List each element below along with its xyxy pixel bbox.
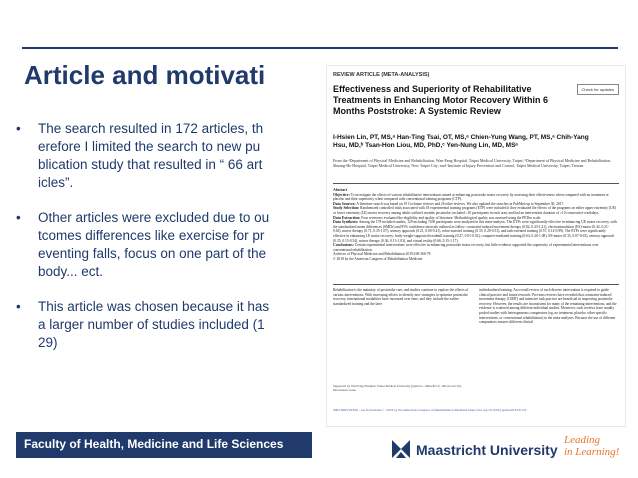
bullet-text: This article was chosen because it has a larger number of studies included (1 29): [38, 299, 270, 350]
body-column-left: Rehabilitation is the mainstay of poststroke care, and studies continue to explore the effects of various interventions. With increasing efforts to identify new strategies to optimize poststroke recovery, international modalities have increased over time, and they include the earlier standardized training and the later: [333, 288, 469, 306]
abstract-line: Archives of Physical Medicine and Rehabilitation 2019;100:366-78: [333, 252, 431, 257]
slogan-line-2: in Learning!: [564, 446, 620, 458]
bullet-item-search-results: [16, 120, 326, 192]
faculty-banner: [16, 432, 312, 458]
bullet-list: [16, 120, 326, 369]
bullet-item-choice-reason: [16, 298, 326, 352]
university-logo: [390, 432, 630, 472]
body-column-right: individualized training. An overall review of each diverse intervention is required to guide clinical practice and future research. Previous reviews have revealed that constraint-induced movement therapy (CIMT) and intensive task practice are beneficial in improving poststroke recovery. However, the results are inconsistent for many of the remaining interventions, and the evidence is scattered among different individual studies. Moreover, such reviews have usually pooled studies with heterogeneous comparators (eg, no treatment, placebo, other specific interventions, or conventional rehabilitation) in the meta-analyses. Because the use of different comparators ensures different clinical: [479, 288, 617, 325]
bullet-marker: •: [16, 299, 21, 314]
abstract-line: Data Extraction: Four reviewers evaluated the eligibility and quality of literature. Methodological quality was assessed using the PEDro scale.: [333, 215, 542, 220]
bullet-item-exclusions: [16, 209, 326, 281]
abstract-line: Conclusions: Certain experimental interventions were effective in enhancing poststroke motor recovery, but little evidence supported the superiority of experimental interventions over conventional rehabilitation.: [333, 243, 599, 252]
abstract-line: © 2018 by the American Congress of Rehabilitation Medicine: [333, 256, 423, 261]
article-affiliations: From the ᵃDepartment of Physical Medicine and Rehabilitation, Wan-Fang Hospital, Taipei Medical University, Taipei; ᵇDepartment of Physical Medicine and Rehabilitation, Shuang-Ho Hospital, Taipei Medical University, New Taipei City; and ᶜInstitute of Injury Prevention and Control, Taipei Medical University, Taipei, Taiwan.: [333, 158, 612, 168]
check-for-updates-badge: Check for updates: [577, 84, 619, 95]
maastricht-logo-icon: [390, 438, 412, 460]
abstract-bottom-rule: [333, 284, 619, 285]
faculty-name: Faculty of Health, Medicine and Life Sciences: [24, 437, 284, 451]
abstract-top-rule: [333, 183, 619, 184]
abstract-line: Study Selection: Randomized controlled trials associated with 18 experimental training programs (ETP) were included if they evaluated the effects of the programs on either upper extremity (UE) or lower extremity (LE) motor recovery among adults within 6 months poststroke; included ≥10 participants in each arm; and had an intervention duration of ≥10 consecutive weekdays.: [333, 206, 616, 215]
abstract-line: Data Sources: A literature search was based on 19 Cochrane reviews and 26 other reviews. We also updated the searches in PubMed up to September 30, 2017.: [333, 201, 565, 206]
slogan-line-1: Leading: [564, 434, 601, 446]
abstract-line: Data Synthesis: Among the 178 included studies, 129 including 7450 participants were analyzed in this meta-analysis. The ETPs were significantly effective in enhancing UE motor recovery, with the standardized mean differences (SMDs) and 95% confidence intervals outlined as follow: constraint-induced movement therapy (0.82, 0.43-1.21), electrostimulation (ES)-motor (0.42, 0.21-0.63), mirror therapy (0.71, 0.35-1.07), sensory approach (0.21, 0.00-0.41), robot-assisted training (0.35, 0.20-0.51), and task-oriented training (0.57, 0.14-0.99). The ETPs were significantly effective in enhancing LE motor recovery: body-weight-supported treadmill training (0.27, 0.01-0.52), computer-mediated training (0.64, 0.20-1.08), ES-motor (0.35, 0.07-0.63), sensory approach (0.35, 0.15-0.54), mirror therapy (0.36, 0.13-1.03), and virtual reality (0.66, 0.15-1.17).: [333, 220, 617, 243]
article-type-label: REVIEW ARTICLE (META-ANALYSIS): [333, 72, 430, 78]
article-abstract: [333, 188, 617, 262]
bullet-text: The search resulted in 172 articles, th erefore I limited the search to new pu blication study that resulted in “ 66 art icles”.: [38, 121, 264, 190]
bullet-marker: •: [16, 210, 21, 225]
university-name: Maastricht University: [416, 442, 558, 458]
article-title: Effectiveness and Superiority of Rehabilitative Treatments in Enhancing Motor Recovery Within 6 Months Poststroke: A Systemic Review: [333, 84, 548, 116]
article-footnote: Supported by Wan Fang Hospital, Taipei Medical University (grant no. 106swf01-2; 106-wf-eva-01). Disclosures: none.: [333, 384, 462, 393]
slide-title: Article and motivati: [24, 60, 266, 90]
abstract-line: Abstract: [333, 188, 348, 192]
abstract-line: Objective: To investigate the effects of various rehabilitative interventions aimed at enhancing poststroke motor recovery by assessing their effectiveness when compared with no treatment or placebo and their superiority when compared with conventional training programs (CTP).: [333, 192, 609, 202]
article-authors: I-Hsien Lin, PT, MS,ᵃ Han-Ting Tsai, OT, MS,ᵃ Chien-Yung Wang, PT, MS,ᵃ Chih-Yang Hsu, MD,ᵇ Tsan-Hon Liou, MD, PhD,ᶜ Yen-Nung Lin, MD, MSᵃ: [333, 134, 589, 149]
article-screenshot: [326, 65, 626, 427]
article-doi: 0003-9993/18/$36 - see front matter © 2018 by the American Congress of Rehabilitation Medicine https://doi.org/10.1016/j.apmr.2018.09.123: [333, 408, 527, 412]
bullet-marker: •: [16, 121, 21, 136]
title-divider-line: [22, 47, 618, 49]
bullet-text: Other articles were excluded due to ou tcomes differences like exercise for pr eventing falls, focus on one part of the body... ect.: [38, 210, 270, 279]
